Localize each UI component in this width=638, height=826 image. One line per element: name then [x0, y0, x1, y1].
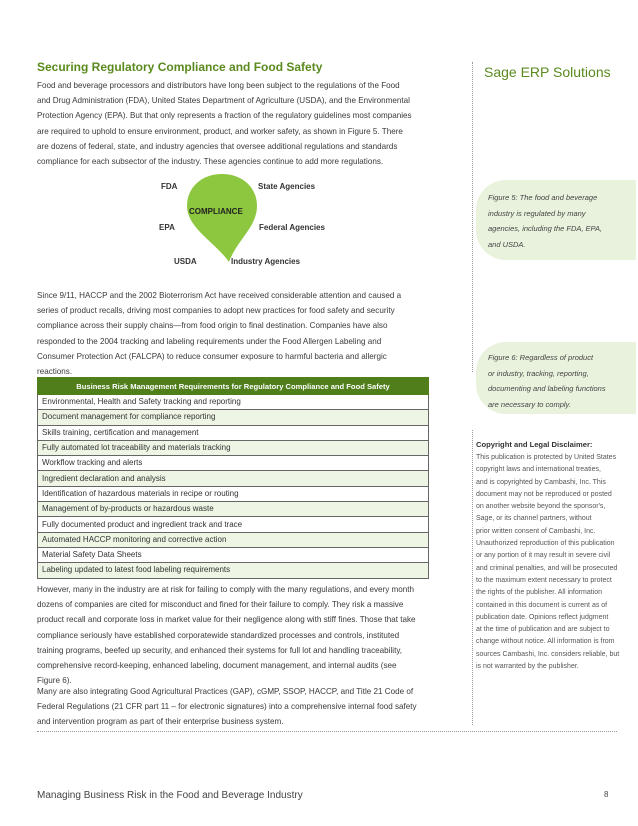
compliance-shape — [187, 174, 257, 262]
intro-paragraph: Food and beverage processors and distributors have long been subject to the regulations of the Food and Drug Administration (FDA), United States Department of Agriculture (USDA), and the Environmental Protection Agency (EPA). But that only represents a fraction of the regulatory guidelines most companies are required to uphold to ensure environment, product, and worker safety, as shown in Figure 5. There are dozens of federal, state, and industry agencies that oversee additional regulations and standards compliance for each subsector of the industry. These agencies continue to add more regulations. — [37, 81, 412, 167]
table-row: Document management for compliance reporting — [38, 410, 429, 425]
diagram-label-fda: FDA — [161, 182, 178, 191]
paragraph-2: Since 9/11, HACCP and the 2002 Bioterrorism Act have received considerable attention and caused a series of product recalls, driving most companies to adopt new practices for food safety and security compliance across their supply chains—from food origin to final destination. Companies have also responded to the 2004 tracking and labeling requirements under the Food Allergen Labeling and Consumer Protection Act (FALCPA) to reduce consumer exposure to harmful bacteria and allergic reactions. — [37, 291, 402, 377]
table-row: Fully automated lot traceability and materials tracking — [38, 440, 429, 455]
figure-6-caption: Figure 6: Regardless of product or industry, tracking, reporting, documenting and labeling functions are necessary to comply. — [476, 342, 636, 414]
paragraph-4: Many are also integrating Good Agricultural Practices (GAP), cGMP, SSOP, HACCP, and Title 21 Code of Federal Regulations (21 CFR part 11 – for electronic signatures) into a comprehensive internal food safety and intervention program as part of their enterprise business system. — [37, 687, 417, 727]
table-row: Automated HACCP monitoring and corrective action — [38, 532, 429, 547]
diagram-label-usda: USDA — [174, 257, 197, 266]
paragraph-3: However, many in the industry are at risk for failing to comply with the many regulations, and every month dozens of companies are cited for misconduct and fined for their failure to comply. They risk a massive product recall and corporate loss in market value for their negligence along with stiff fines. Those that take compliance seriously have established corporatewide standardized processes and controls, instituted training programs, beefed up security, and enhanced their systems for full lot and handling traceability, comprehensive record-keeping, enhanced labeling, document management, and internal audits (see Figure 6). — [37, 585, 416, 686]
requirements-table — [37, 377, 429, 579]
table-row: Identification of hazardous materials in recipe or routing — [38, 486, 429, 501]
table-row: Workflow tracking and alerts — [38, 456, 429, 471]
column-divider — [472, 430, 473, 725]
footer-divider — [37, 731, 617, 732]
table-row: Environmental, Health and Safety tracking and reporting — [38, 395, 429, 410]
table-row: Labeling updated to latest food labeling requirements — [38, 563, 429, 578]
table-row: Management of by-products or hazardous waste — [38, 502, 429, 517]
table-row: Ingredient declaration and analysis — [38, 471, 429, 486]
diagram-label-federal: Federal Agencies — [259, 223, 325, 232]
figure-5-caption: Figure 5: The food and beverage industry is regulated by many agencies, including the FDA, EPA, and USDA. — [476, 180, 636, 260]
column-divider — [472, 62, 473, 372]
diagram-label-state: State Agencies — [258, 182, 316, 191]
table-row: Fully documented product and ingredient track and trace — [38, 517, 429, 532]
diagram-center-label: COMPLIANCE — [189, 207, 243, 216]
copyright-text: This publication is protected by United States copyright laws and international treaties, and is copyrighted by Cambashi, Inc. This document may not be reproduced or posted on another website beyond the sponsor's, Sage, or its channel partners, without prior written consent of Cambashi, Inc. Unauthorized reproduction of this publication or any portion of it may result in severe civil and criminal penalties, and will be prosecuted to the maximum extent necessary to protect the rights of the publisher. All information contained in this document is current as of publication date. Opinions reflect judgment at the time of publication and are subject to change without notice. All information is from sources Cambashi, Inc. considers reliable, but is not warranted by the publisher. — [476, 454, 620, 671]
compliance-diagram — [185, 172, 259, 264]
brand-title: Sage ERP Solutions — [484, 64, 611, 80]
footer-title: Managing Business Risk in the Food and Beverage Industry — [37, 790, 303, 801]
page-number: 8 — [604, 790, 609, 799]
section-heading: Securing Regulatory Compliance and Food Safety — [37, 60, 323, 74]
table-header: Business Risk Management Requirements for Regulatory Compliance and Food Safety — [38, 378, 429, 395]
table-row: Material Safety Data Sheets — [38, 547, 429, 562]
copyright-heading: Copyright and Legal Disclaimer: — [476, 440, 593, 449]
diagram-label-epa: EPA — [159, 223, 175, 232]
diagram-label-industry: Industry Agencies — [231, 257, 301, 266]
table-row: Skills training, certification and management — [38, 425, 429, 440]
